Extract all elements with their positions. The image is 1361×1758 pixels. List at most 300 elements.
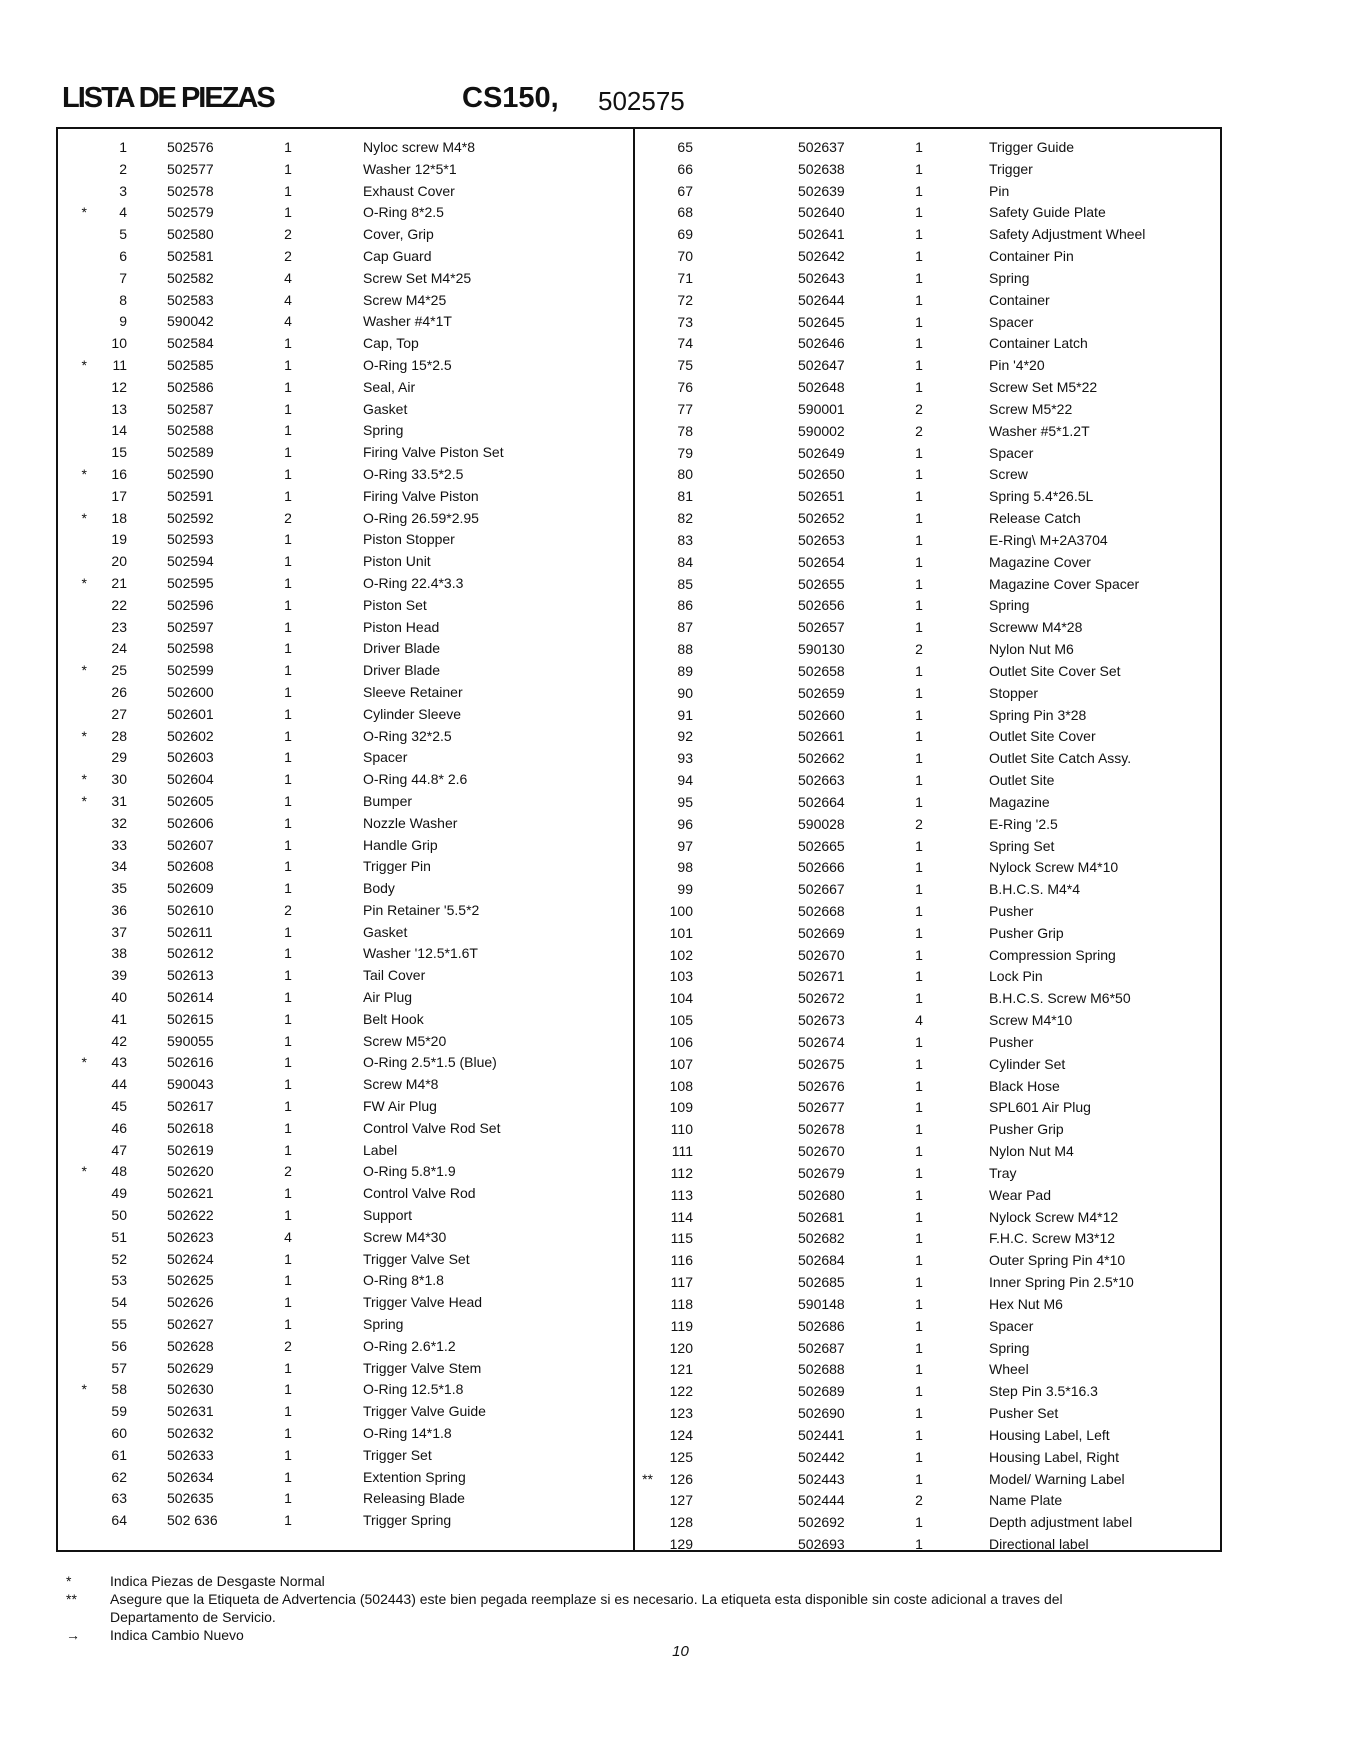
quantity: 1 — [284, 814, 292, 831]
table-row — [635, 900, 1222, 922]
description: Extention Spring — [363, 1468, 466, 1485]
quantity: 1 — [284, 444, 292, 461]
item-number: 21 — [111, 574, 127, 591]
description: Exhaust Cover — [363, 182, 455, 199]
quantity: 1 — [284, 400, 292, 417]
part-number: 502666 — [798, 859, 845, 876]
part-number: 502659 — [798, 684, 845, 701]
description: Pin — [989, 182, 1010, 199]
item-number: 93 — [677, 750, 693, 767]
description: Piston Unit — [363, 553, 431, 570]
item-number: 116 — [670, 1252, 693, 1269]
part-number: 502593 — [167, 531, 214, 548]
table-row — [635, 311, 1222, 333]
part-number: 502624 — [167, 1250, 214, 1267]
quantity: 1 — [915, 1252, 923, 1269]
page-title: LISTA DE PIEZAS — [62, 82, 274, 114]
item-number: 100 — [669, 902, 693, 919]
item-number: 89 — [677, 662, 693, 679]
quantity: 1 — [915, 1470, 923, 1487]
table-row — [58, 1291, 633, 1313]
table-row — [635, 289, 1222, 311]
item-number: 62 — [111, 1468, 127, 1485]
quantity: 1 — [915, 444, 923, 461]
table-row — [635, 1533, 1222, 1555]
description: Spring — [989, 1339, 1030, 1356]
quantity: 1 — [915, 902, 923, 919]
item-number: 122 — [669, 1383, 693, 1400]
description: Black Hose — [989, 1077, 1060, 1094]
item-number: 66 — [677, 160, 693, 177]
description: Tail Cover — [363, 967, 426, 984]
item-number: 92 — [677, 728, 693, 745]
part-number: 502641 — [798, 226, 845, 243]
quantity: 1 — [915, 510, 923, 527]
quantity: 4 — [284, 291, 292, 308]
part-number: 502617 — [167, 1098, 214, 1115]
description: Inner Spring Pin 2.5*10 — [989, 1274, 1134, 1291]
item-number: 123 — [669, 1405, 693, 1422]
quantity: 1 — [915, 1448, 923, 1465]
item-number: 68 — [677, 204, 693, 221]
description: Depth adjustment label — [989, 1514, 1133, 1531]
table-row — [635, 1075, 1222, 1097]
table-row — [58, 746, 633, 768]
part-number: 502614 — [167, 989, 214, 1006]
part-number: 502639 — [798, 182, 845, 199]
table-row — [58, 507, 633, 529]
quantity: 1 — [284, 1119, 292, 1136]
description: Trigger — [989, 160, 1033, 177]
model-number: 502575 — [598, 86, 685, 116]
part-number: 502655 — [798, 575, 845, 592]
item-number: 125 — [669, 1448, 693, 1465]
table-row — [58, 267, 633, 289]
table-row — [58, 1008, 633, 1030]
part-number: 502672 — [798, 990, 845, 1007]
quantity: 1 — [284, 1098, 292, 1115]
table-row — [58, 1487, 633, 1509]
part-number: 502665 — [798, 837, 845, 854]
quantity: 2 — [284, 901, 292, 918]
part-number: 502681 — [798, 1208, 845, 1225]
part-number: 502663 — [798, 772, 845, 789]
description: Washer #4*1T — [363, 313, 452, 330]
table-row — [635, 1227, 1222, 1249]
quantity: 1 — [284, 749, 292, 766]
description: Screw M4*8 — [363, 1076, 439, 1093]
table-row — [58, 1117, 633, 1139]
quantity: 1 — [915, 750, 923, 767]
item-number: 91 — [677, 706, 693, 723]
quantity: 1 — [284, 1032, 292, 1049]
description: Nyloc screw M4*8 — [363, 139, 476, 155]
table-row — [635, 158, 1222, 180]
item-number: 2 — [119, 160, 127, 177]
part-number: 502629 — [167, 1359, 214, 1376]
item-number: 128 — [669, 1514, 693, 1531]
quantity: 1 — [284, 989, 292, 1006]
item-number: 11 — [112, 356, 127, 373]
part-number: 502657 — [798, 619, 845, 636]
item-number: 118 — [670, 1295, 693, 1312]
quantity: 1 — [915, 1055, 923, 1072]
description: Container — [989, 291, 1050, 308]
part-number: 502588 — [167, 422, 214, 439]
quantity: 1 — [284, 618, 292, 635]
description: Model/ Warning Label — [989, 1470, 1125, 1487]
table-row — [635, 987, 1222, 1009]
quantity: 4 — [284, 313, 292, 330]
quantity: 1 — [915, 1033, 923, 1050]
description: Trigger Set — [363, 1446, 432, 1463]
description: Pusher Set — [989, 1405, 1059, 1422]
description: Magazine Cover — [989, 553, 1091, 570]
quantity: 1 — [284, 182, 292, 199]
part-number: 502442 — [798, 1448, 845, 1465]
description: Lock Pin — [989, 968, 1043, 985]
footnote-text: Indica Cambio Nuevo — [110, 1627, 244, 1643]
arrow-right-icon: → — [66, 1627, 80, 1643]
table-row — [58, 964, 633, 986]
table-row — [635, 1271, 1222, 1293]
description: Control Valve Rod — [363, 1185, 476, 1202]
item-number: 108 — [669, 1077, 693, 1094]
item-number: 35 — [111, 880, 127, 897]
quantity: 1 — [915, 1121, 923, 1138]
part-number: 502626 — [167, 1294, 214, 1311]
part-number: 502620 — [167, 1163, 214, 1180]
description: Outlet Site Cover — [989, 728, 1096, 745]
quantity: 1 — [915, 684, 923, 701]
part-number: 502668 — [798, 902, 845, 919]
table-row — [635, 878, 1222, 900]
description: Cover, Grip — [363, 226, 434, 243]
item-number: 115 — [670, 1230, 693, 1247]
quantity: 1 — [284, 1250, 292, 1267]
table-row — [58, 310, 633, 332]
table-row — [58, 986, 633, 1008]
quantity: 1 — [284, 378, 292, 395]
quantity: 1 — [915, 597, 923, 614]
description: Spacer — [363, 749, 408, 766]
quantity: 1 — [915, 1164, 923, 1181]
quantity: 1 — [915, 1426, 923, 1443]
item-number: 50 — [111, 1207, 127, 1224]
table-row — [635, 1140, 1222, 1162]
wear-mark: * — [81, 792, 87, 809]
description: SPL601 Air Plug — [989, 1099, 1091, 1116]
table-row — [635, 1009, 1222, 1031]
item-number: 41 — [111, 1010, 127, 1027]
part-number: 502634 — [167, 1468, 214, 1485]
part-number: 502604 — [167, 771, 214, 788]
part-number: 502675 — [798, 1055, 845, 1072]
description: Screw M4*10 — [989, 1012, 1073, 1029]
part-number: 502443 — [798, 1470, 845, 1487]
description: Spring — [363, 1316, 404, 1333]
table-row — [58, 616, 633, 638]
table-row — [58, 1139, 633, 1161]
table-row — [635, 660, 1222, 682]
table-row — [635, 1162, 1222, 1184]
parts-column-right — [635, 136, 1222, 1555]
part-number: 502682 — [798, 1230, 845, 1247]
item-number: 18 — [111, 509, 127, 526]
item-number: 42 — [111, 1032, 127, 1049]
quantity: 1 — [915, 313, 923, 330]
table-row — [635, 442, 1222, 464]
part-number: 502631 — [167, 1403, 214, 1420]
item-number: 126 — [669, 1470, 693, 1487]
quantity: 1 — [915, 1405, 923, 1422]
item-number: 110 — [670, 1121, 693, 1138]
part-number: 590002 — [798, 422, 845, 439]
quantity: 1 — [915, 1186, 923, 1203]
wear-mark: * — [81, 727, 87, 744]
table-row — [635, 376, 1222, 398]
footnote-wear-parts — [66, 1573, 1226, 1591]
quantity: 1 — [284, 1468, 292, 1485]
table-row — [635, 594, 1222, 616]
part-number: 502692 — [798, 1514, 845, 1531]
part-number: 502674 — [798, 1033, 845, 1050]
table-row — [635, 1118, 1222, 1140]
part-number: 502638 — [798, 160, 845, 177]
quantity: 1 — [915, 575, 923, 592]
part-number: 502610 — [167, 901, 214, 918]
part-number: 502661 — [798, 728, 845, 745]
quantity: 1 — [284, 1446, 292, 1463]
table-row — [635, 1380, 1222, 1402]
table-row — [58, 921, 633, 943]
table-row — [635, 638, 1222, 660]
item-number: 73 — [677, 313, 693, 330]
part-number: 502664 — [798, 793, 845, 810]
description: Support — [363, 1207, 413, 1224]
item-number: 112 — [670, 1164, 693, 1181]
quantity: 1 — [284, 771, 292, 788]
quantity: 1 — [915, 182, 923, 199]
quantity: 1 — [915, 1208, 923, 1225]
item-number: 82 — [677, 510, 693, 527]
description: Magazine — [989, 793, 1050, 810]
quantity: 1 — [915, 1077, 923, 1094]
description: Pusher — [989, 1033, 1034, 1050]
quantity: 1 — [284, 335, 292, 352]
table-row — [635, 529, 1222, 551]
item-number: 86 — [677, 597, 693, 614]
table-row — [635, 813, 1222, 835]
item-number: 71 — [677, 269, 693, 286]
quantity: 1 — [915, 990, 923, 1007]
table-row — [58, 1226, 633, 1248]
table-row — [635, 856, 1222, 878]
part-number: 502613 — [167, 967, 214, 984]
description: Name Plate — [989, 1492, 1063, 1509]
item-number: 78 — [677, 422, 693, 439]
description: Control Valve Rod Set — [363, 1119, 501, 1136]
part-number: 502689 — [798, 1383, 845, 1400]
quantity: 1 — [284, 139, 292, 155]
item-number: 40 — [111, 989, 127, 1006]
item-number: 28 — [111, 727, 127, 744]
quantity: 1 — [915, 1514, 923, 1531]
description: Bumper — [363, 792, 413, 809]
item-number: 70 — [677, 248, 693, 265]
wear-mark: * — [81, 465, 87, 482]
part-number: 502680 — [798, 1186, 845, 1203]
table-row — [58, 441, 633, 463]
table-row — [58, 419, 633, 441]
table-row — [58, 1509, 633, 1531]
item-number: 45 — [111, 1098, 127, 1115]
item-number: 43 — [111, 1054, 127, 1071]
part-number: 502669 — [798, 924, 845, 941]
item-number: 98 — [677, 859, 693, 876]
description: Piston Set — [363, 596, 427, 613]
quantity: 1 — [284, 923, 292, 940]
description: Step Pin 3.5*16.3 — [989, 1383, 1098, 1400]
part-number: 502686 — [798, 1317, 845, 1334]
quantity: 1 — [284, 356, 292, 373]
item-number: 111 — [671, 1143, 693, 1160]
table-row — [58, 1030, 633, 1052]
description: Wheel — [989, 1361, 1029, 1378]
part-number: 502582 — [167, 269, 214, 286]
quantity: 1 — [284, 531, 292, 548]
quantity: 1 — [284, 1141, 292, 1158]
description: Container Latch — [989, 335, 1088, 352]
quantity: 1 — [284, 1512, 292, 1529]
table-row — [58, 1378, 633, 1400]
table-row — [58, 1182, 633, 1204]
item-number: 59 — [111, 1403, 127, 1420]
table-row — [635, 1293, 1222, 1315]
part-number: 502649 — [798, 444, 845, 461]
description: E-Ring '2.5 — [989, 815, 1058, 832]
item-number: 127 — [669, 1492, 693, 1509]
quantity: 1 — [284, 945, 292, 962]
item-number: 76 — [677, 379, 693, 396]
parts-table — [56, 127, 1222, 1552]
quantity: 1 — [284, 1294, 292, 1311]
item-number: 85 — [677, 575, 693, 592]
table-row — [635, 1424, 1222, 1446]
table-row — [58, 1444, 633, 1466]
description: Spacer — [989, 1317, 1034, 1334]
table-row — [635, 616, 1222, 638]
description: F.H.C. Screw M3*12 — [989, 1230, 1116, 1247]
description: Spacer — [989, 444, 1034, 461]
wear-mark: * — [81, 771, 87, 788]
description: Outlet Site Cover Set — [989, 662, 1121, 679]
description: Belt Hook — [363, 1010, 424, 1027]
table-row — [635, 354, 1222, 376]
quantity: 1 — [915, 946, 923, 963]
item-number: 106 — [669, 1033, 693, 1050]
description: Nylock Screw M4*10 — [989, 859, 1119, 876]
part-number: 502662 — [798, 750, 845, 767]
quantity: 1 — [915, 968, 923, 985]
table-row — [58, 1073, 633, 1095]
table-row — [58, 681, 633, 703]
item-number: 109 — [669, 1099, 693, 1116]
table-row — [635, 1358, 1222, 1380]
quantity: 2 — [915, 1492, 923, 1509]
description: Spring Pin 3*28 — [989, 706, 1087, 723]
table-row — [58, 942, 633, 964]
part-number: 502603 — [167, 749, 214, 766]
part-number: 502628 — [167, 1337, 214, 1354]
part-number: 502441 — [798, 1426, 845, 1443]
item-number: 84 — [677, 553, 693, 570]
item-number: 56 — [111, 1337, 127, 1354]
part-number: 502625 — [167, 1272, 214, 1289]
description: Trigger Valve Set — [363, 1250, 470, 1267]
table-row — [635, 1184, 1222, 1206]
quantity: 1 — [284, 836, 292, 853]
part-number: 590042 — [167, 313, 214, 330]
part-number: 502606 — [167, 814, 214, 831]
part-number: 502640 — [798, 204, 845, 221]
part-number: 502656 — [798, 597, 845, 614]
wear-mark: * — [81, 1381, 87, 1398]
description: O-Ring 26.59*2.95 — [363, 509, 479, 526]
description: Handle Grip — [363, 836, 438, 853]
part-number: 502577 — [167, 160, 214, 177]
part-number: 502653 — [798, 531, 845, 548]
item-number: 34 — [111, 858, 127, 875]
item-number: 65 — [677, 139, 693, 155]
quantity: 1 — [915, 1317, 923, 1334]
part-number: 502583 — [167, 291, 214, 308]
description: Screw M4*30 — [363, 1228, 447, 1245]
description: Firing Valve Piston — [363, 487, 479, 504]
description: Trigger Guide — [989, 139, 1075, 155]
quantity: 1 — [284, 1381, 292, 1398]
quantity: 1 — [284, 1207, 292, 1224]
item-number: 55 — [111, 1316, 127, 1333]
description: Nylock Screw M4*12 — [989, 1208, 1119, 1225]
table-row — [58, 1248, 633, 1270]
part-number: 502580 — [167, 226, 214, 243]
part-number: 502685 — [798, 1274, 845, 1291]
description: Cylinder Sleeve — [363, 705, 462, 722]
wear-mark: * — [81, 662, 87, 679]
description: Cylinder Set — [989, 1055, 1066, 1072]
part-number: 502646 — [798, 335, 845, 352]
part-number: 502650 — [798, 466, 845, 483]
quantity: 1 — [284, 1316, 292, 1333]
quantity: 1 — [284, 422, 292, 439]
table-row — [58, 354, 633, 376]
description: Sleeve Retainer — [363, 683, 463, 700]
item-number: 63 — [111, 1490, 127, 1507]
description: Magazine Cover Spacer — [989, 575, 1140, 592]
table-row — [58, 1160, 633, 1182]
quantity: 1 — [284, 705, 292, 722]
table-row — [635, 1337, 1222, 1359]
description: Cap Guard — [363, 247, 432, 264]
part-number: 502623 — [167, 1228, 214, 1245]
part-number: 502654 — [798, 553, 845, 570]
wear-mark: * — [81, 1163, 87, 1180]
item-number: 129 — [669, 1536, 693, 1552]
part-number: 502671 — [798, 968, 845, 985]
table-row — [58, 332, 633, 354]
item-number: 7 — [119, 269, 127, 286]
